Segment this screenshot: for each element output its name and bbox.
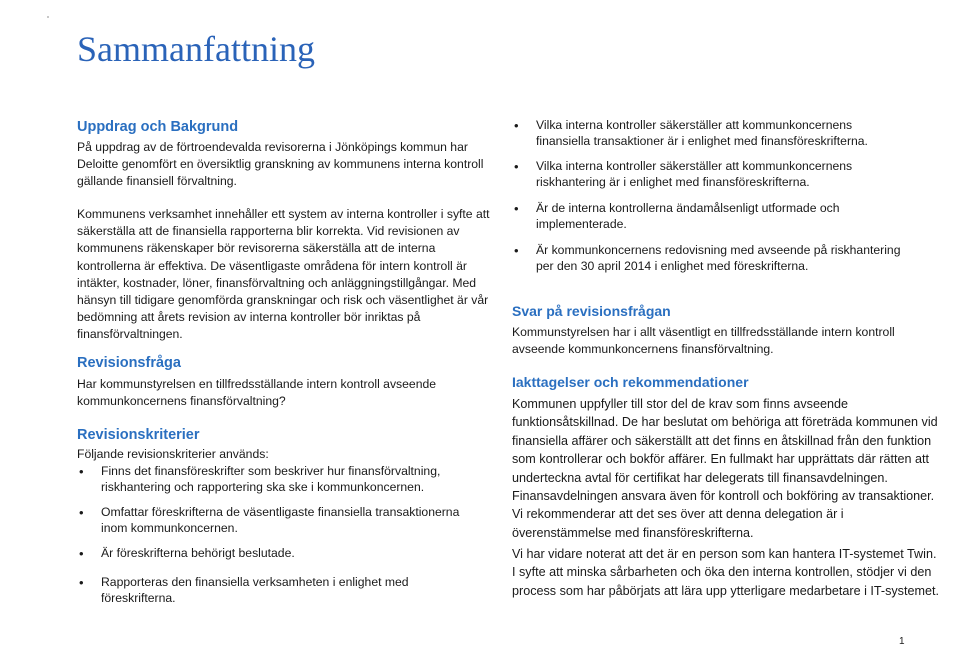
text-line: process som har påbörjats att lära upp ytterligare medarbetare i IT-systemet. (512, 583, 939, 598)
page-number: 1 (899, 636, 905, 647)
uppdrag-paragraph-2 (77, 206, 490, 344)
iakttagelser-paragraph-1 (512, 395, 938, 542)
text-line: Vi har vidare noterat att det är en person som kan hantera IT-systemet Twin. (512, 547, 937, 561)
iakttagelser-paragraph-2 (512, 545, 939, 600)
list-item: • Är föreskrifterna behörigt beslutade. (77, 546, 295, 562)
revisionskriterier-intro (77, 446, 269, 463)
list-item: • Finns det finansföreskrifter som beskriver hur finansförvaltning, riskhantering och rapportering ska ske i kommunkoncernen. (77, 464, 440, 495)
right-bullet-list (512, 201, 840, 232)
list-item: • Vilka interna kontroller säkerställer att kommunkoncernens riskhantering är i enlighet med finansföreskrifterna. (512, 159, 852, 190)
criteria-list (77, 546, 295, 562)
text-line: säkerställa att de finansiella rapporterna blir korrekta. Vid revisionen av (77, 224, 460, 239)
section-svar (512, 303, 671, 320)
text-line: Har kommunstyrelsen en tillfredsställande intern kontroll avseende (77, 377, 437, 391)
section-iakttagelser (512, 374, 749, 391)
right-bullet-list (512, 118, 868, 149)
svar-text (512, 324, 895, 358)
section-uppdrag (77, 118, 238, 136)
text-line: bedömning att årets revision av interna kontroller bör inriktas på (77, 310, 421, 325)
text-line: Deloitte genomfört en översiktlig granskning av kommunens interna kontroll (77, 157, 484, 172)
list-item: • Rapporteras den finansiella verksamheten i enlighet med föreskrifterna. (77, 575, 409, 606)
text-line: finansiella affärer och säkerställt att det finns en åtskillnad från den funktion (512, 433, 932, 448)
text-line: Vi rekommenderar att det ses över att denna delegation är i (512, 507, 844, 522)
svar-heading: Svar på revisionsfrågan (512, 303, 671, 319)
revisionskriterier-heading: Revisionskriterier (77, 427, 200, 443)
text-line: funktionsåtskillnad. De har beslutat om behöriga att företräda kommunen vid (512, 415, 938, 430)
text-line: kontrollerna är effektiva. De väsentligaste områdena för intern kontroll är (77, 258, 467, 273)
text-line: Följande revisionskriterier används: (77, 447, 269, 461)
text-line: Kommunstyrelsen har i allt väsentligt en tillfredsställande intern kontroll (512, 325, 895, 339)
criteria-list (77, 575, 409, 606)
text-line: I syfte att minska sårbarheten och öka den interna kontrollen, stödjer vi den (512, 565, 932, 580)
list-item: • Omfattar föreskrifterna de väsentligaste finansiella transaktionerna inom kommunkoncernen. (77, 505, 459, 536)
text-line: som kontrollerar och bokför affärer. En fullmakt har upprättats där rätten att (512, 452, 929, 467)
criteria-list (77, 464, 440, 495)
text-line: kommunens räkenskaper bör revisorerna säkerställa att de interna (77, 241, 436, 256)
text-line: underteckna avtal för certifikat har delegerats till finansavdelningen. (512, 470, 888, 485)
section-revisionsfraga (77, 354, 181, 372)
text-line: Kommunens verksamhet innehåller ett system av interna kontroller i syfte att (77, 207, 490, 221)
text-line: överenstämmelse med finansföreskrifterna. (512, 525, 754, 540)
list-item: • Är de interna kontrollerna ändamålsenligt utformade och implementerade. (512, 201, 840, 232)
text-line: gällande finansiell förvaltning. (77, 174, 237, 189)
revisionsfraga-heading: Revisionsfråga (77, 355, 181, 371)
revisionsfraga-text (77, 376, 436, 410)
text-line: På uppdrag av de förtroendevalda revisorerna i Jönköpings kommun har (77, 140, 468, 154)
text-line: kommunkoncernens finansförvaltning? (77, 394, 286, 409)
section-revisionskriterier (77, 426, 200, 444)
list-item: • Vilka interna kontroller säkerställer att kommunkoncernens finansiella transaktioner är i enlighet med finansföreskrifterna. (512, 118, 868, 149)
text-line: avseende kommunkoncernens finansförvaltning. (512, 342, 774, 357)
right-bullet-list (512, 243, 900, 274)
criteria-list (77, 505, 459, 536)
list-item: • Är kommunkoncernens redovisning med avseende på riskhantering per den 30 april 2014 i enlighet med föreskrifterna. (512, 243, 900, 274)
text-line: intäkter, kostnader, löner, finansförvaltning och anläggningstillgångar. Med (77, 275, 477, 290)
text-line: Finansavdelningen ansvara även för kontroll och bokföring av transaktioner. (512, 489, 935, 504)
iakttagelser-heading: Iakttagelser och rekommendationer (512, 374, 749, 390)
text-line: hänsyn till tidigare genomförda granskningar och risk och väsentlighet är vår (77, 293, 489, 308)
speck-mark (47, 16, 49, 18)
right-bullet-list (512, 159, 852, 190)
text-line: finansförvaltningen. (77, 327, 183, 342)
page-title: Sammanfattning (77, 29, 315, 69)
uppdrag-paragraph-1 (77, 139, 483, 191)
uppdrag-heading: Uppdrag och Bakgrund (77, 119, 239, 135)
text-line: Kommunen uppfyller till stor del de krav som finns avseende (512, 397, 848, 411)
